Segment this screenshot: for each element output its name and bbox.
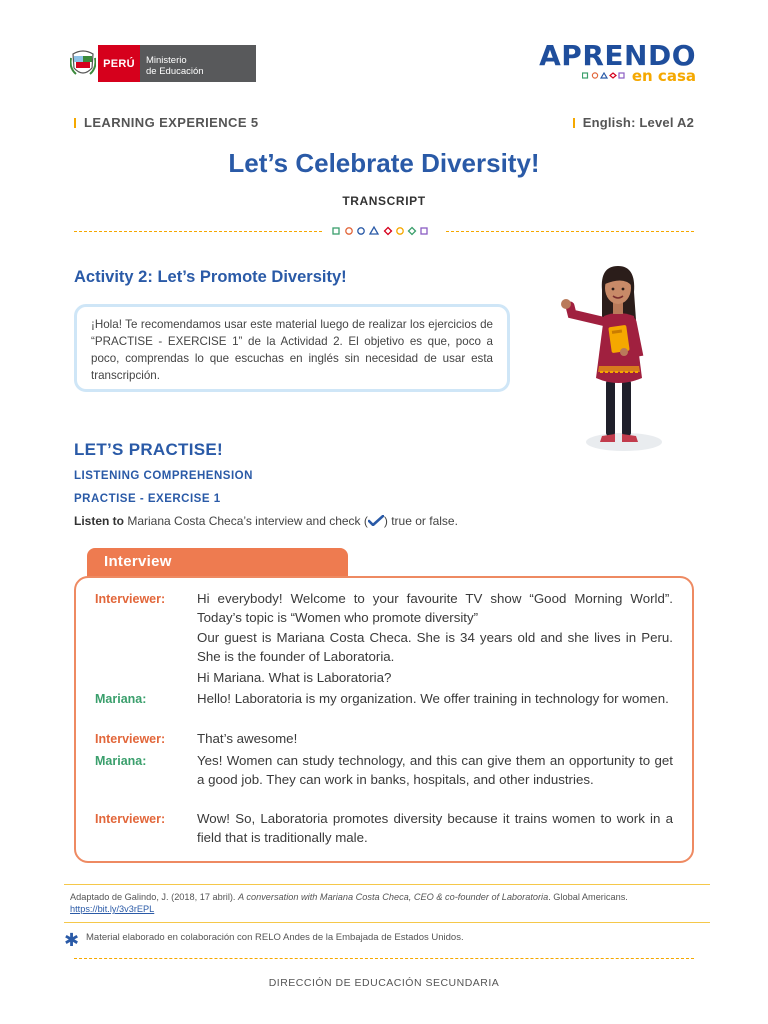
section-heading: LISTENING COMPREHENSION (74, 470, 253, 482)
ministry-label: Ministerio de Educación (140, 45, 256, 82)
peru-label: PERÚ (98, 45, 140, 82)
reference-divider (64, 884, 710, 885)
speaker-label: Interviewer: (95, 732, 166, 746)
divider-right (446, 231, 694, 232)
line-text: Our guest is Mariana Costa Checa. She is 34 years old and she lives in Peru. She is the founder of Laboratoria. (197, 630, 673, 664)
line-text: Hi Mariana. What is Laboratoria? (197, 670, 392, 685)
aprendo-en-casa-logo (539, 39, 696, 85)
girl-illustration (552, 262, 664, 458)
page-subtitle: TRANSCRIPT (342, 194, 426, 208)
credit-text: Material elaborado en colaboración con RELO Andes de la Embajada de Estados Unidos. (86, 932, 464, 943)
peru-shield-icon (68, 45, 98, 82)
practise-heading: LET’S PRACTISE! (74, 440, 224, 459)
brand-sub: en casa (631, 67, 696, 85)
brand-main: APRENDO (539, 39, 696, 72)
activity-title: Activity 2: Let’s Promote Diversity! (74, 268, 347, 286)
footer-divider (74, 958, 694, 959)
level-label: English: Level A2 (573, 115, 694, 130)
line-text: That’s awesome! (197, 731, 298, 746)
reference-text: Adaptado de Galindo, J. (2018, 17 abril). A conversation with Mariana Costa Checa, CEO & co-founder of Laboratoria. Global Americans. https://bit.ly/3v3rEPL (70, 892, 628, 914)
reference-divider-bottom (64, 922, 710, 923)
page-title: Let’s Celebrate Diversity! (228, 148, 540, 178)
minedu-logo (68, 45, 256, 82)
asterisk-icon: ✱ (64, 930, 80, 950)
divider-left (74, 231, 322, 232)
speaker-label: Interviewer: (95, 592, 166, 606)
decorative-shapes-icon (332, 225, 436, 237)
instruction-text: Listen to Mariana Costa Checa’s interview and check ( ) true or false. (74, 514, 458, 528)
line-text: Hello! Laboratoria is my organization. We offer training in technology for women. (197, 691, 669, 706)
speaker-label: Mariana: (95, 754, 147, 768)
line-text: Wow! So, Laboratoria promotes diversity because it trains women to work in a field that is traditionally male. (197, 811, 673, 845)
footer-text: DIRECCIÓN DE EDUCACIÓN SECUNDARIA (268, 977, 500, 989)
brand-shapes-icon (582, 72, 626, 80)
exercise-heading: PRACTISE - EXERCISE 1 (74, 493, 221, 505)
reference-link[interactable]: https://bit.ly/3v3rEPL (70, 904, 155, 914)
interview-tab: Interview (87, 548, 348, 578)
learning-experience-label: LEARNING EXPERIENCE 5 (74, 115, 259, 130)
speaker-label: Mariana: (95, 692, 147, 706)
note-box: ¡Hola! Te recomendamos usar este material luego de realizar los ejercicios de “PRACTISE - EXERCISE 1” de la Actividad 2. El objetivo es que, poco a poco, comprendas lo que escuchas en inglés sin necesidad de usar esta transcripción. (74, 304, 510, 392)
speaker-label: Interviewer: (95, 812, 166, 826)
line-text: Hi everybody! Welcome to your favourite TV show “Good Morning World”. Today’s topic is “Women who promote diversity” (197, 591, 673, 625)
checkmark-icon (368, 514, 384, 528)
line-text: Yes! Women can study technology, and this can give them an opportunity to get a good job. They can work in banks, hospitals, and other industries. (197, 753, 673, 787)
